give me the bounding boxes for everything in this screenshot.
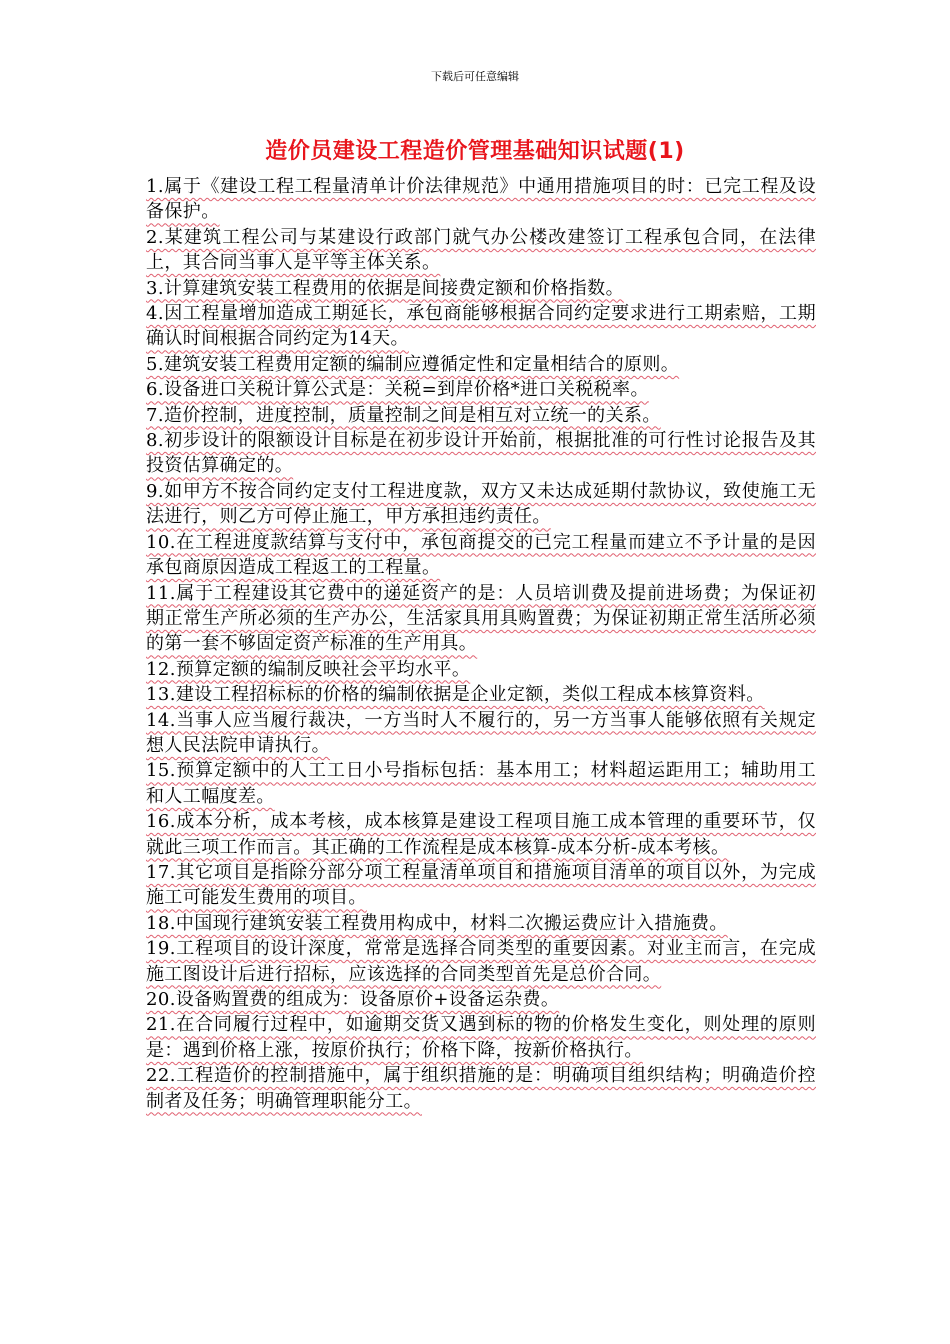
list-item xyxy=(146,377,816,402)
list-item xyxy=(146,758,816,809)
item-text: 14.当事人应当履行裁决，一方当时人不履行的，另一方当事人能够依照有关规定想人民法院申请执行。 xyxy=(146,709,816,756)
item-text: 13.建设工程招标标的价格的编制依据是企业定额，类似工程成本核算资料。 xyxy=(146,684,765,706)
list-item xyxy=(146,403,816,428)
item-text: 16.成本分析，成本考核，成本核算是建设工程项目施工成本管理的重要环节，仅就此三项工作而言。其正确的工作流程是成本核算-成本分析-成本考核。 xyxy=(146,811,816,858)
item-text: 7.造价控制，进度控制，质量控制之间是相互对立统一的关系。 xyxy=(146,404,661,426)
question-list xyxy=(146,174,816,1114)
item-text: 8.初步设计的限额设计目标是在初步设计开始前，根据批准的可行性讨论报告及其投资估算确定的。 xyxy=(146,430,816,477)
item-text: 1.属于《建设工程工程量清单计价法律规范》中通用措施项目的时：已完工程及设备保护。 xyxy=(146,176,816,223)
list-item xyxy=(146,1012,816,1063)
item-text: 2.某建筑工程公司与某建设行政部门就气办公楼改建签订工程承包合同，在法律上，其合同当事人是平等主体关系。 xyxy=(146,226,816,274)
list-item xyxy=(146,174,816,225)
item-text: 6.设备进口关税计算公式是：关税=到岸价格*进口关税税率。 xyxy=(146,379,649,401)
item-text: 9.如甲方不按合同约定支付工程进度款，双方又未达成延期付款协议，致使施工无法进行，则乙方可停止施工，甲方承担违约责任。 xyxy=(146,480,816,528)
item-text: 15.预算定额中的人工工日小号指标包括：基本用工；材料超运距用工；辅助用工和人工幅度差。 xyxy=(146,760,816,807)
item-text: 18.中国现行建筑安装工程费用构成中，材料二次搬运费应计入措施费。 xyxy=(146,912,728,934)
list-item xyxy=(146,936,816,987)
list-item xyxy=(146,860,816,911)
list-item xyxy=(146,428,816,479)
list-item xyxy=(146,657,816,682)
list-item xyxy=(146,530,816,581)
item-text: 4.因工程量增加造成工期延长，承包商能够根据合同约定要求进行工期索赔，工期确认时间根据合同约定为14天。 xyxy=(146,303,816,350)
item-text: 12.预算定额的编制反映社会平均水平。 xyxy=(146,658,471,680)
item-text: 11.属于工程建设其它费中的递延资产的是：人员培训费及提前进场费；为保证初期正常生产所必须的生产办公，生活家具用具购置费；为保证初期正常生活所必须的第一套不够固定资产标准的生产用具。 xyxy=(146,582,816,655)
item-text: 20.设备购置费的组成为：设备原价+设备运杂费。 xyxy=(146,989,560,1010)
list-item xyxy=(146,225,816,276)
list-item xyxy=(146,479,816,530)
header-note: 下载后可任意编辑 xyxy=(431,70,519,83)
item-text: 3.计算建筑安装工程费用的依据是间接费定额和价格指数。 xyxy=(146,277,624,299)
item-text: 22.工程造价的控制措施中，属于组织措施的是：明确项目组织结构；明确造价控制者及任务；明确管理职能分工。 xyxy=(146,1065,816,1112)
list-item xyxy=(146,987,816,1012)
item-text: 21.在合同履行过程中，如逾期交货又遇到标的物的价格发生变化，则处理的原则是：遇到价格上涨，按原价执行；价格下降，按新价格执行。 xyxy=(146,1014,816,1061)
list-item xyxy=(146,911,816,936)
list-item xyxy=(146,301,816,352)
item-text: 17.其它项目是指除分部分项工程量清单项目和措施项目清单的项目以外，为完成施工可能发生费用的项目。 xyxy=(146,861,816,909)
list-item xyxy=(146,352,816,377)
list-item xyxy=(146,682,816,707)
item-text: 5.建筑安装工程费用定额的编制应遵循定性和定量相结合的原则。 xyxy=(146,353,680,375)
item-text: 19.工程项目的设计深度，常常是选择合同类型的重要因素。对业主而言，在完成施工图设计后进行招标，应该选择的合同类型首先是总价合同。 xyxy=(146,938,816,985)
list-item xyxy=(146,809,816,860)
list-item xyxy=(146,1063,816,1114)
document-title: 造价员建设工程造价管理基础知识试题(1) xyxy=(265,139,685,164)
item-text: 10.在工程进度款结算与支付中，承包商提交的已完工程量而建立不予计量的是因承包商原因造成工程返工的工程量。 xyxy=(146,531,816,579)
list-item xyxy=(146,708,816,759)
list-item xyxy=(146,276,816,301)
list-item xyxy=(146,581,816,657)
